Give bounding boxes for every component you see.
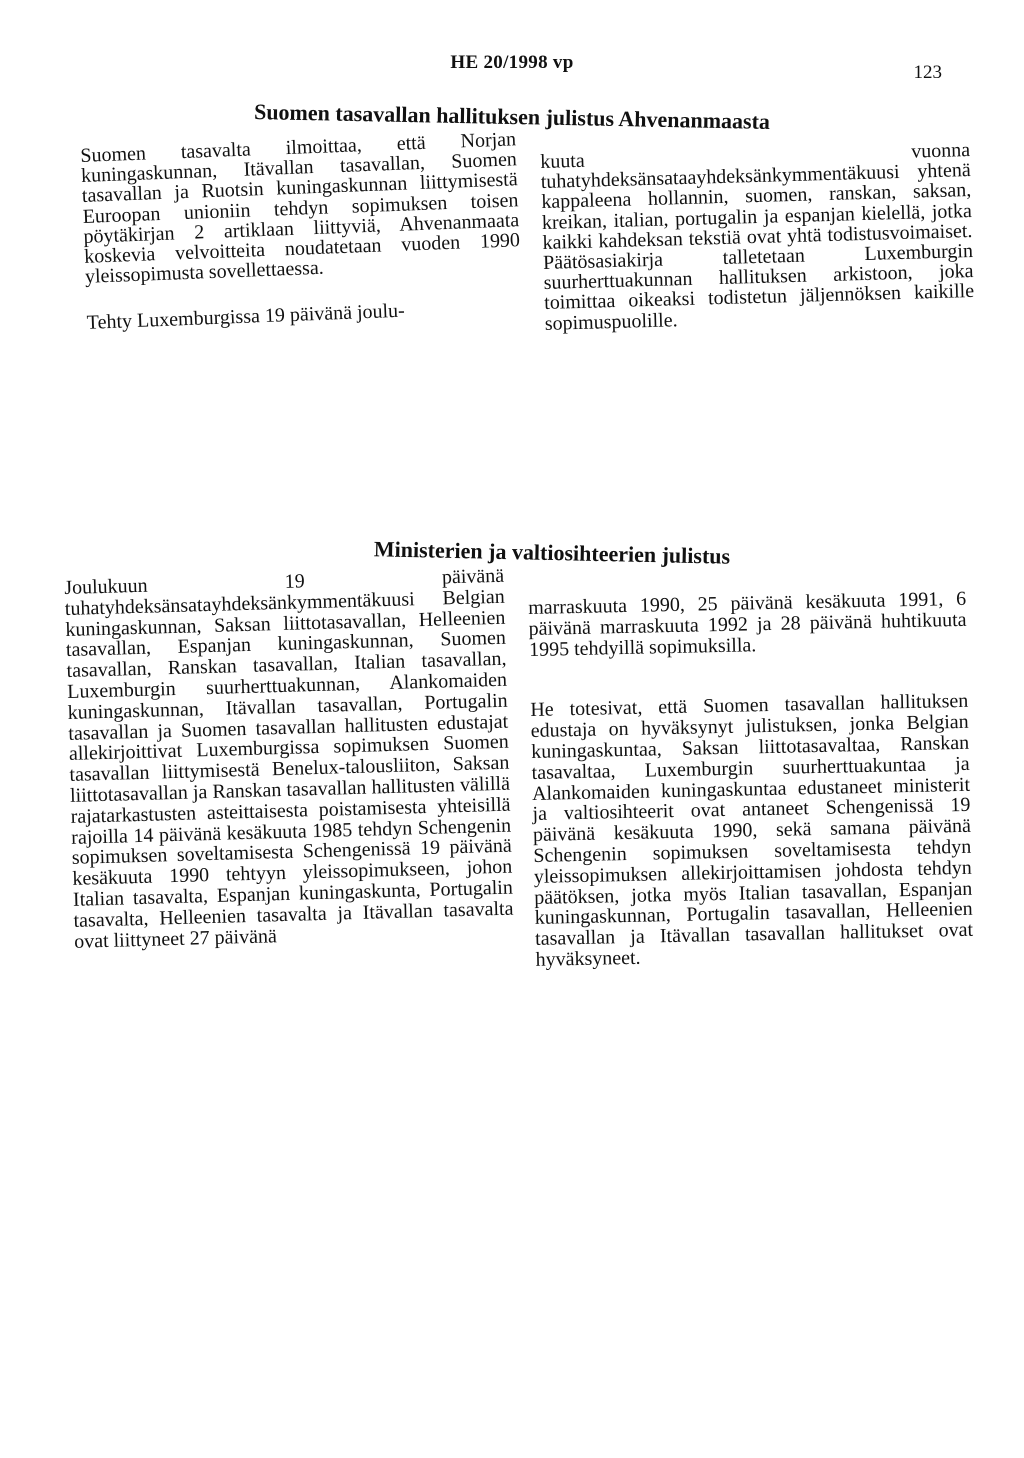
section1-right-paragraph: kuuta vuonna tuhatyhdeksänsataayhdeksänkymmentäkuusi yhtenä kappaleena hollannin, suomen, ranskan, saksan, kreikan, italian, portugalin ja espanjan kielellä, jotka kaikki kahdeksan tekstiä ovat yhtä todistusvoimaiset. Päätösasiakirja talletetaan Luxemburgin suurherttuakunnan hallituksen arkistoon, joka toimittaa oikeaksi todistetun jäljennöksen kaikille sopimuspuolille. xyxy=(539,138,975,335)
section2-left-column xyxy=(64,566,514,952)
section1-left-column xyxy=(80,129,523,333)
running-head: HE 20/1998 vp xyxy=(450,52,574,73)
section1-title: Suomen tasavallan hallituksen julistus Ahvenanmaasta xyxy=(253,99,771,134)
section2-right-paragraph: marraskuuta 1990, 25 päivänä kesäkuuta 1991, 6 päivänä marraskuuta 1992 ja 28 päivänä huhtikuuta 1995 tehdyillä sopimuksilla. xyxy=(527,587,967,661)
section1-left-paragraph: Suomen tasavalta ilmoittaa, että Norjan kuningaskunnan, Itävallan tasavallan, Suomen tasavallan ja Ruotsin kuningaskunnan liittymisestä Euroopan unioniin tehdyn sopimuksen toisen pöytäkirjan 2 artiklaan liittyviä, Ahvenanmaata koskevia velvoitteita noudatetaan vuoden 1990 yleissopimusta sovellettaessa. xyxy=(79,128,521,289)
section2-right-paragraph: He totesivat, että Suomen tasavallan hallituksen edustaja on hyväksynyt julistuksen, jonka Belgian kuningaskuntaa, Saksan liittotasavaltaa, Ranskan tasavaltaa, Luxemburgin suurherttuakuntaa ja Alankomaiden kuningaskuntaa edustaneet ministerit ja valtiosihteerit ovat antaneet Schengenissä 19 päivänä kesäkuuta 1990, sekä samana päivänä Schengenin sopimuksen soveltamisesta tehdyn yleissopimuksen allekirjoittamisen johdosta tehdyn päätöksen, jotka myös Italian tasavallan, Espanjan kuningaskunnan, Portugalin tasavallan, Helleenien tasavallan ja Itävallan tasavallan hallitukset ovat hyväksyneet. xyxy=(530,690,974,971)
page-number: 123 xyxy=(913,62,942,83)
section2-left-paragraph: Joulukuun 19 päivänä tuhatyhdeksänsatayhdeksänkymmentäkuusi Belgian kuningaskunnan, Saksan liittotasavallan, Helleenien tasavallan, Espanjan kuningaskunnan, Suomen tasavallan, Ranskan tasavallan, Italian tasavallan, Luxemburgin suurherttuakunnan, Alankomaiden kuningaskunnan, Itävallan tasavallan, Portugalin tasavallan ja Suomen tasavallan hallitusten edustajat allekirjoittivat Luxemburgissa sopimuksen Suomen tasavallan liittymisestä Benelux-talousliiton, Saksan liittotasavallan ja Ranskan tasavallan hallitusten välillä rajatarkastusten asteittaisesta poistamisesta yhteisillä rajoilla 14 päivänä kesäkuuta 1985 tehdyn Schengenin sopimuksen soveltamisesta Schengenissä 19 päivänä kesäkuuta 1990 tehtyyn yleissopimukseen, johon Italian tasavalta, Espanjan kuningaskunta, Portugalin tasavalta, Helleenien tasavalta ja Itävallan tasavalta ovat liittyneet 27 päivänä xyxy=(63,564,514,953)
section1-left-paragraph: Tehty Luxemburgissa 19 päivänä joulu- xyxy=(86,300,406,335)
section1-right-column xyxy=(540,140,975,334)
section2-right-column xyxy=(528,589,974,971)
section2-title: Ministerien ja valtiosihteerien julistus xyxy=(373,536,731,569)
